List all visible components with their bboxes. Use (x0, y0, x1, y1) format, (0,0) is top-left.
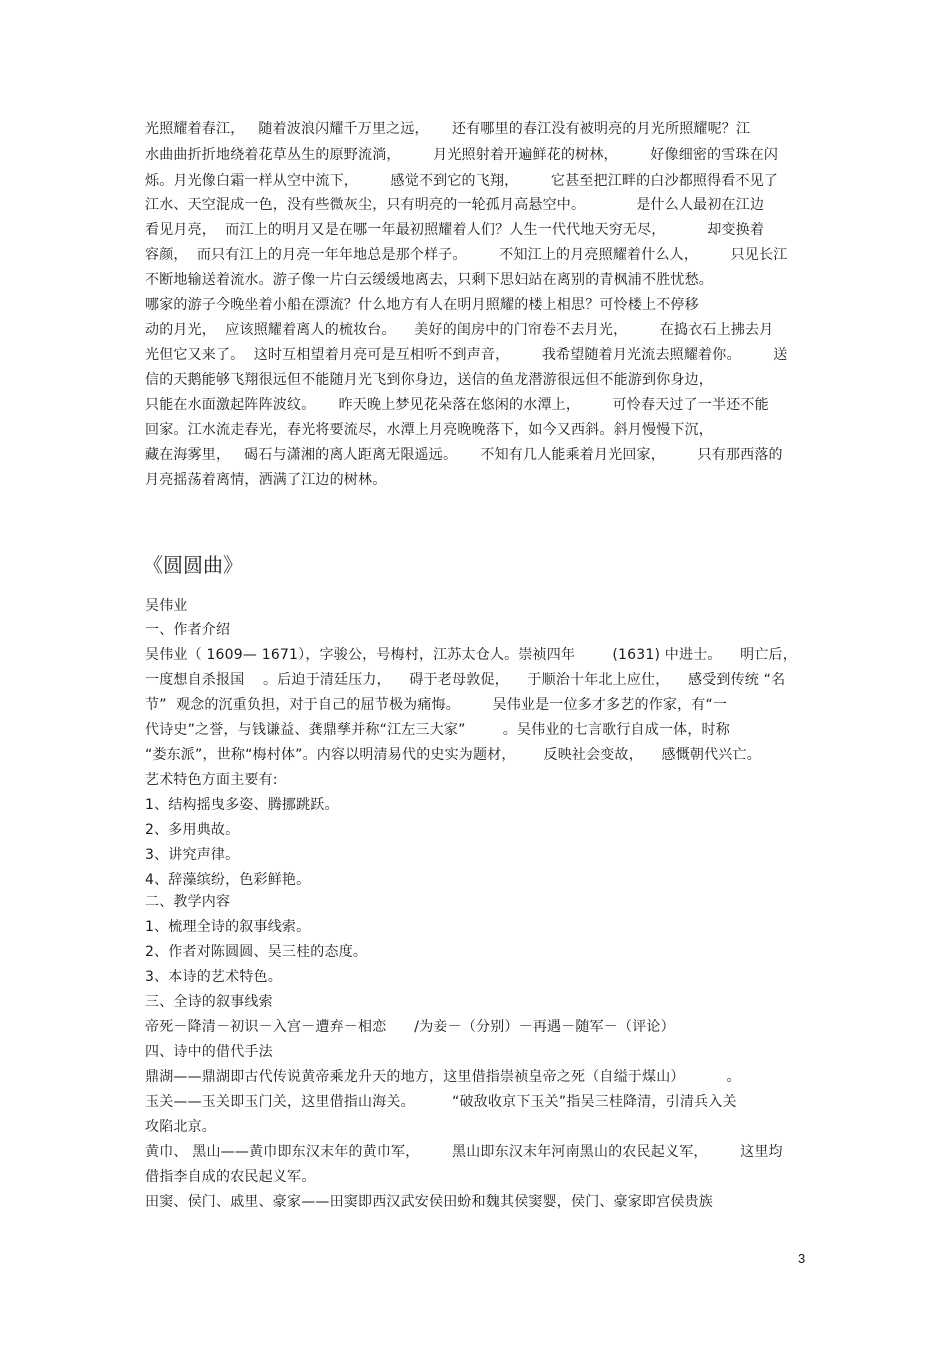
list-item: 3、讲究声律。 (145, 847, 240, 863)
page-number: 3 (798, 1251, 806, 1266)
section-title: 《圆圆曲》 (143, 553, 243, 577)
heading-author-intro: 一、作者介绍 (145, 622, 231, 638)
list-item: 2、多用典故。 (145, 822, 240, 838)
list-item: 1、梳理全诗的叙事线索。 (145, 919, 311, 935)
text-line: 不断地输送着流水。游子像一片白云缓缓地离去，只剩下思妇站在离别的青枫浦不胜忧愁。 (145, 272, 713, 288)
text-line: 攻陷北京。 (145, 1119, 216, 1135)
text-line: 容颜， 而只有江上的月亮一年年地总是那个样子。 不知江上的月亮照耀着什么人， 只见长江 (145, 247, 788, 263)
text-line: 看见月亮， 而江上的明月又是在哪一年最初照耀着人们？人生一代代地天穷无尽， 却变换着 (145, 222, 765, 238)
author-name: 吴伟业 (145, 598, 188, 614)
text-line: 光照耀着春江， 随着波浪闪耀千万里之远， 还有哪里的春江没有被明亮的月光所照耀呢？江 (145, 121, 751, 137)
text-line: 哪家的游子今晚坐着小船在漂流？什么地方有人在明月照耀的楼上相思？可怜楼上不停移 (145, 297, 699, 313)
text-line: 水曲曲折折地绕着花草丛生的原野流淌， 月光照射着开遍鲜花的树林， 好像细密的雪珠在闪 (145, 147, 779, 163)
text-line: 吴伟业（ 1609— 1671），字骏公，号梅村，江苏太仓人。崇祯四年 (1631) 中进士。 明亡后， (145, 647, 797, 663)
text-line: 只能在水面激起阵阵波纹。 昨天晚上梦见花朵落在悠闲的水潭上， 可怜春天过了一半还不能 (145, 397, 769, 413)
list-item: 1、结构摇曳多姿、腾挪跳跃。 (145, 797, 339, 813)
text-line: 一度想自杀报国 。后迫于清廷压力， 碍于老母敦促， 于顺治十年北上应仕， 感受到传统 “名 (145, 672, 786, 688)
list-item: 2、作者对陈圆圆、吴三桂的态度。 (145, 944, 368, 960)
text-line: 信的天鹅能够飞翔很远但不能随月光飞到你身边，送信的鱼龙潜游很远但不能游到你身边， (145, 372, 713, 388)
text-line: 帝死－降清－初识－入宫－遭弃－相恋 /为妾－（分别）－再遇－随军－（评论） (145, 1019, 675, 1035)
list-item: 4、辞藻缤纷，色彩鲜艳。 (145, 872, 311, 888)
text-line: 借指李自成的农民起义军。 (145, 1169, 316, 1185)
text-line: 代诗史”之誉，与钱谦益、龚鼎孳并称“江左三大家” 。吴伟业的七言歌行自成一体，时称 (145, 722, 730, 738)
text-line: 动的月光， 应该照耀着离人的梳妆台。 美好的闺房中的门帘卷不去月光， 在捣衣石上拂去月 (145, 322, 774, 338)
text-line: 光但它又来了。 这时互相望着月亮可是互相听不到声音， 我希望随着月光流去照耀着你。 送 (145, 347, 788, 363)
text-line: 江水、天空混成一色，没有些微灰尘，只有明亮的一轮孤月高悬空中。 是什么人最初在江边 (145, 197, 765, 213)
text-line: 田窦、侯门、戚里、豪家——田窦即西汉武安侯田蚡和魏其侯窦婴，侯门、豪家即宫侯贵族 (145, 1194, 713, 1210)
text-line: 月亮摇荡着离情，洒满了江边的树林。 (145, 472, 387, 488)
text-line: 藏在海雾里， 碣石与潇湘的离人距离无限遥远。 不知有几人能乘着月光回家， 只有那西落的 (145, 447, 783, 463)
text-line: 回家。江水流走春光，春光将要流尽，水潭上月亮晚晚落下，如今又西斜。斜月慢慢下沉， (145, 422, 713, 438)
text-line: 烁。月光像白霜一样从空中流下， 感觉不到它的飞翔， 它甚至把江畔的白沙都照得看不见了 (145, 173, 779, 189)
text-line: 节” 观念的沉重负担，对于自己的屈节极为痛悔。 吴伟业是一位多才多艺的作家，有“一 (145, 697, 728, 713)
list-item: 3、本诗的艺术特色。 (145, 969, 282, 985)
text-line: 玉关——玉关即玉门关，这里借指山海关。 “破敌收京下玉关”指吴三桂降清，引清兵入关 (145, 1094, 737, 1110)
heading-metonymy: 四、诗中的借代手法 (145, 1044, 273, 1060)
text-line: 鼎湖——鼎湖即古代传说黄帝乘龙升天的地方，这里借指崇祯皇帝之死（自缢于煤山） 。 (145, 1069, 741, 1085)
text-line: 黄巾、 黑山——黄巾即东汉末年的黄巾军， 黑山即东汉末年河南黑山的农民起义军， 这里均 (145, 1144, 783, 1160)
heading-narrative-clues: 三、全诗的叙事线索 (145, 994, 273, 1010)
heading-teaching-content: 二、教学内容 (145, 894, 231, 910)
text-line: 艺术特色方面主要有: (145, 772, 278, 788)
text-line: “娄东派”，世称“梅村体”。内容以明清易代的史实为题材， 反映社会变故， 感慨朝代兴亡。 (145, 747, 761, 763)
